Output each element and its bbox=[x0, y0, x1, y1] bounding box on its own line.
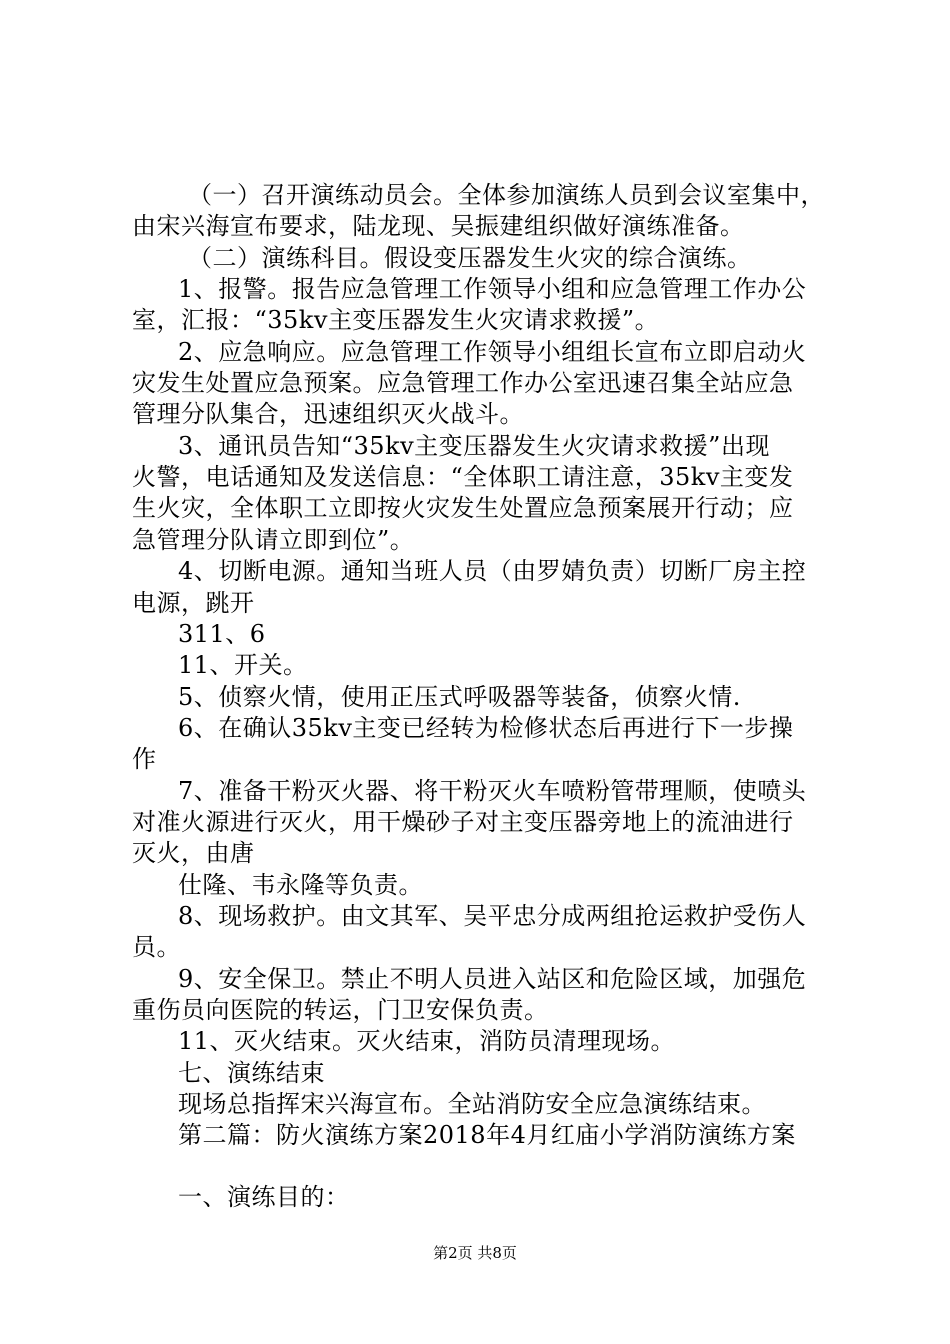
text-line: （二）演练科目。假设变压器发生火灾的综合演练。 bbox=[188, 244, 752, 272]
text-line: 生火灾，全体职工立即按火灾发生处置应急预案展开行动；应 bbox=[132, 494, 794, 522]
text-line: 对准火源进行灭火，用干燥砂子对主变压器旁地上的流油进行 bbox=[132, 808, 794, 836]
text-line: 5、侦察火情，使用正压式呼吸器等装备，侦察火情. bbox=[178, 683, 741, 711]
text-line: 七、演练结束 bbox=[178, 1059, 325, 1087]
text-line: 现场总指挥宋兴海宣布。全站消防安全应急演练结束。 bbox=[178, 1090, 766, 1118]
text-line: 2、应急响应。应急管理工作领导小组组长宣布立即启动火 bbox=[178, 338, 807, 366]
text-line: 电源，跳开 bbox=[132, 589, 255, 617]
text-line: 重伤员向医院的转运，门卫安保负责。 bbox=[132, 996, 549, 1024]
text-line: 3、通讯员告知“35kv主变压器发生火灾请求救援”出现 bbox=[178, 432, 770, 460]
text-line: 仕隆、韦永隆等负责。 bbox=[178, 871, 423, 899]
text-line: 8、现场救护。由文其军、吴平忠分成两组抢运救护受伤人 bbox=[178, 902, 807, 930]
text-line: 6、在确认35kv主变已经转为检修状态后再进行下一步操 bbox=[178, 714, 794, 742]
text-line: 灾发生处置应急预案。应急管理工作办公室迅速召集全站应急 bbox=[132, 369, 794, 397]
text-line: 11、灭火结束。灭火结束，消防员清理现场。 bbox=[178, 1027, 676, 1055]
text-line: 4、切断电源。通知当班人员（由罗婧负责）切断厂房主控 bbox=[178, 557, 807, 585]
text-line: 灭火，由唐 bbox=[132, 839, 255, 867]
text-line: 一、演练目的： bbox=[178, 1183, 350, 1211]
text-line: 管理分队集合，迅速组织灭火战斗。 bbox=[132, 400, 524, 428]
text-line: 室，汇报：“35kv主变压器发生火灾请求救援”。 bbox=[132, 306, 660, 334]
text-line: （一）召开演练动员会。全体参加演练人员到会议室集中， bbox=[188, 181, 825, 209]
text-line: 1、报警。报告应急管理工作领导小组和应急管理工作办公 bbox=[178, 275, 807, 303]
text-line: 9、安全保卫。禁止不明人员进入站区和危险区域，加强危 bbox=[178, 965, 807, 993]
page-number-footer: 第2页 共8页 bbox=[433, 1244, 517, 1262]
text-line: 由宋兴海宣布要求，陆龙现、吴振建组织做好演练准备。 bbox=[132, 212, 745, 240]
text-line: 急管理分队请立即到位”。 bbox=[132, 526, 415, 554]
text-line: 火警，电话通知及发送信息：“全体职工请注意，35kv主变发 bbox=[132, 463, 794, 491]
text-line: 311、6 bbox=[178, 620, 266, 648]
text-line: 第二篇：防火演练方案2018年4月红庙小学消防演练方案 bbox=[178, 1121, 796, 1149]
text-line: 11、开关。 bbox=[178, 651, 308, 679]
text-line: 7、准备干粉灭火器、将干粉灭火车喷粉管带理顺，使喷头 bbox=[178, 777, 807, 805]
text-line: 员。 bbox=[132, 933, 181, 961]
text-line: 作 bbox=[132, 745, 157, 773]
